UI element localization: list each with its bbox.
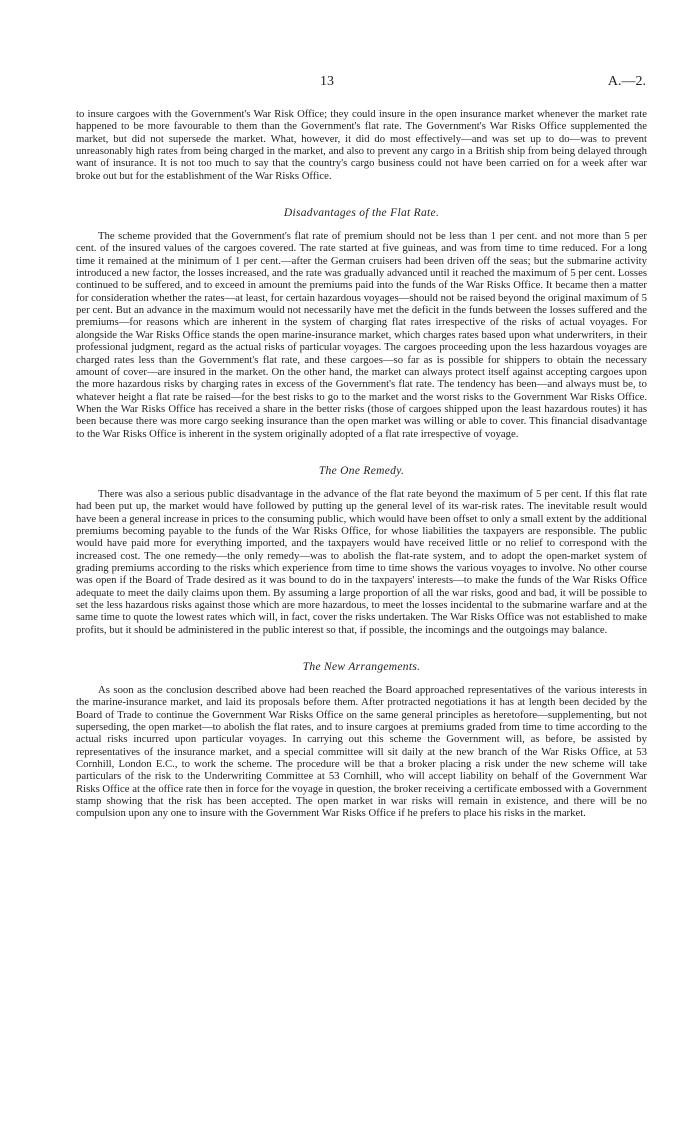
document-body [76,108,647,820]
paragraph-intro: to insure cargoes with the Government's War Risk Office; they could insure in the open insurance market whenever the market rate happened to be more favourable to them than the Government's flat rate. The Government's War Risks Office supplemented the market, but did not supersede the market. What, however, it did do most effectively—and was set up to do—was to prevent unreasonably high rates from being charged in the market, and also to prevent any cargo in a British ship from being delayed through want of insurance. It is not too much to say that the country's cargo business could not have been carried on for a week after war broke out but for the establishment of the War Risks Office. [76,108,647,182]
paragraph-disadvantages: The scheme provided that the Government's flat rate of premium should not be less than 1 per cent. and not more than 5 per cent. of the insured values of the cargoes covered. The rate started at five guineas, and was from time to time reduced. For a long time it remained at the minimum of 1 per cent.—after the German cruisers had been driven off the seas; but the submarine activity introduced a new factor, the losses increased, and the rate was gradually advanced until it reached the maximum of 5 per cent. Losses continued to be suffered, and to exceed in amount the premiums paid into the funds of the War Risks Office. It became then a matter for consideration whether the rates—at least, for certain hazardous voyages—should not be raised beyond the original maximum of 5 per cent. But an advance in the maximum would not necessarily have met the deficit in the funds between the losses suffered and the premiums—for reasons which are inherent in the system of charging flat rates irrespective of the risks of actual voyages. For alongside the War Risks Office stands the open marine-insurance market, which charges rates based upon what underwriters, in their professional judgment, regard as the actual risks of particular voyages. The cargoes proceeding upon the less hazardous voyages are charged rates less than the Government's flat rate, and these cargoes—so far as is possible for shippers to obtain the necessary amount of cover—are insured in the market. On the other hand, the market can always protect itself against accepting cargoes upon the more hazardous risks by charging rates in excess of the Government's flat rate. The tendency has been—and always must be, to whatever height a flat rate be raised—for the best risks to go to the market and the worst risks to the Government War Risks Office. When the War Risks Office has received a share in the better risks (those of cargoes shipped upon the least hazardous routes) it has been because there was more cargo seeking insurance than the open market was willing or able to cover. This financial disadvantage to the War Risks Office is inherent in the system originally adopted of a flat rate irrespective of voyage. [76,230,647,440]
heading-new-arrangements: The New Arrangements. [302,661,421,674]
document-reference: A.—2. [607,74,646,89]
heading-one-remedy: The One Remedy. [318,464,405,477]
page-header [0,74,700,94]
heading-disadvantages: Disadvantages of the Flat Rate. [283,207,440,220]
paragraph-one-remedy: There was also a serious public disadvantage in the advance of the flat rate beyond the maximum of 5 per cent. If this flat rate had been put up, the market would have followed by putting up the general level of its war-risk rates. The inevitable result would have been a general increase in prices to the consuming public, which would have been offset to only a small extent by the additional premiums becoming payable to the funds of the War Risks Office, for whose liabilities the taxpayers are responsible. The public would have paid more for everything imported, and the taxpayers would have received little or no relief to correspond with the increased cost. The one remedy—the only remedy—was to abolish the flat-rate system, and to adopt the open-market system of grading premiums according to the risks which experience from time to time shows the various voyages to involve. No other course was open if the Board of Trade desired as it was bound to do in the taxpayers' interests—to make the funds of the War Risks Office adequate to meet the daily claims upon them. By assuming a large proportion of all the war risks, good and bad, it will be possible to set the less hazardous risks against those which are more hazardous, to meet the losses incidental to the submarine warfare and at the same time to quote the lowest rates which will, in fact, cover the risks undertaken. The War Risks Office was not established to make profits, but it should be administered in the public interest so that, if possible, the incomings and the outgoings may balance. [76,487,647,636]
page-number: 13 [320,74,334,89]
paragraph-new-arrangements: As soon as the conclusion described above had been reached the Board approached representatives of the various interests in the marine-insurance market, and laid its proposals before them. After protracted negotiations it has at length been decided by the Board of Trade to continue the Government War Risks Office on the same general principles as heretofore—supplementing, but not superseding, the open market—to abolish the flat rates, and to insure cargoes at premiums graded from time to time according to the actual risks incurred upon particular voyages. In carrying out this scheme the Government will, as before, be assisted by representatives of the insurance market, and a special committee will sit daily at the new branch of the War Risks Office, at 53 Cornhill, London E.C., to work the scheme. The procedure will be that a broker placing a risk under the new scheme will take particulars of the risk to the Underwriting Committee at 53 Cornhill, who will accept liability on behalf of the Government War Risks Office at the office rate then in force for the voyage in question, the broker receiving a certificate embossed with a Government stamp showing that the risk has been accepted. The open market in war risks will remain in existence, and there will be no compulsion upon any one to insure with the Government War Risks Office if he prefers to place his risks in the market. [76,684,647,820]
